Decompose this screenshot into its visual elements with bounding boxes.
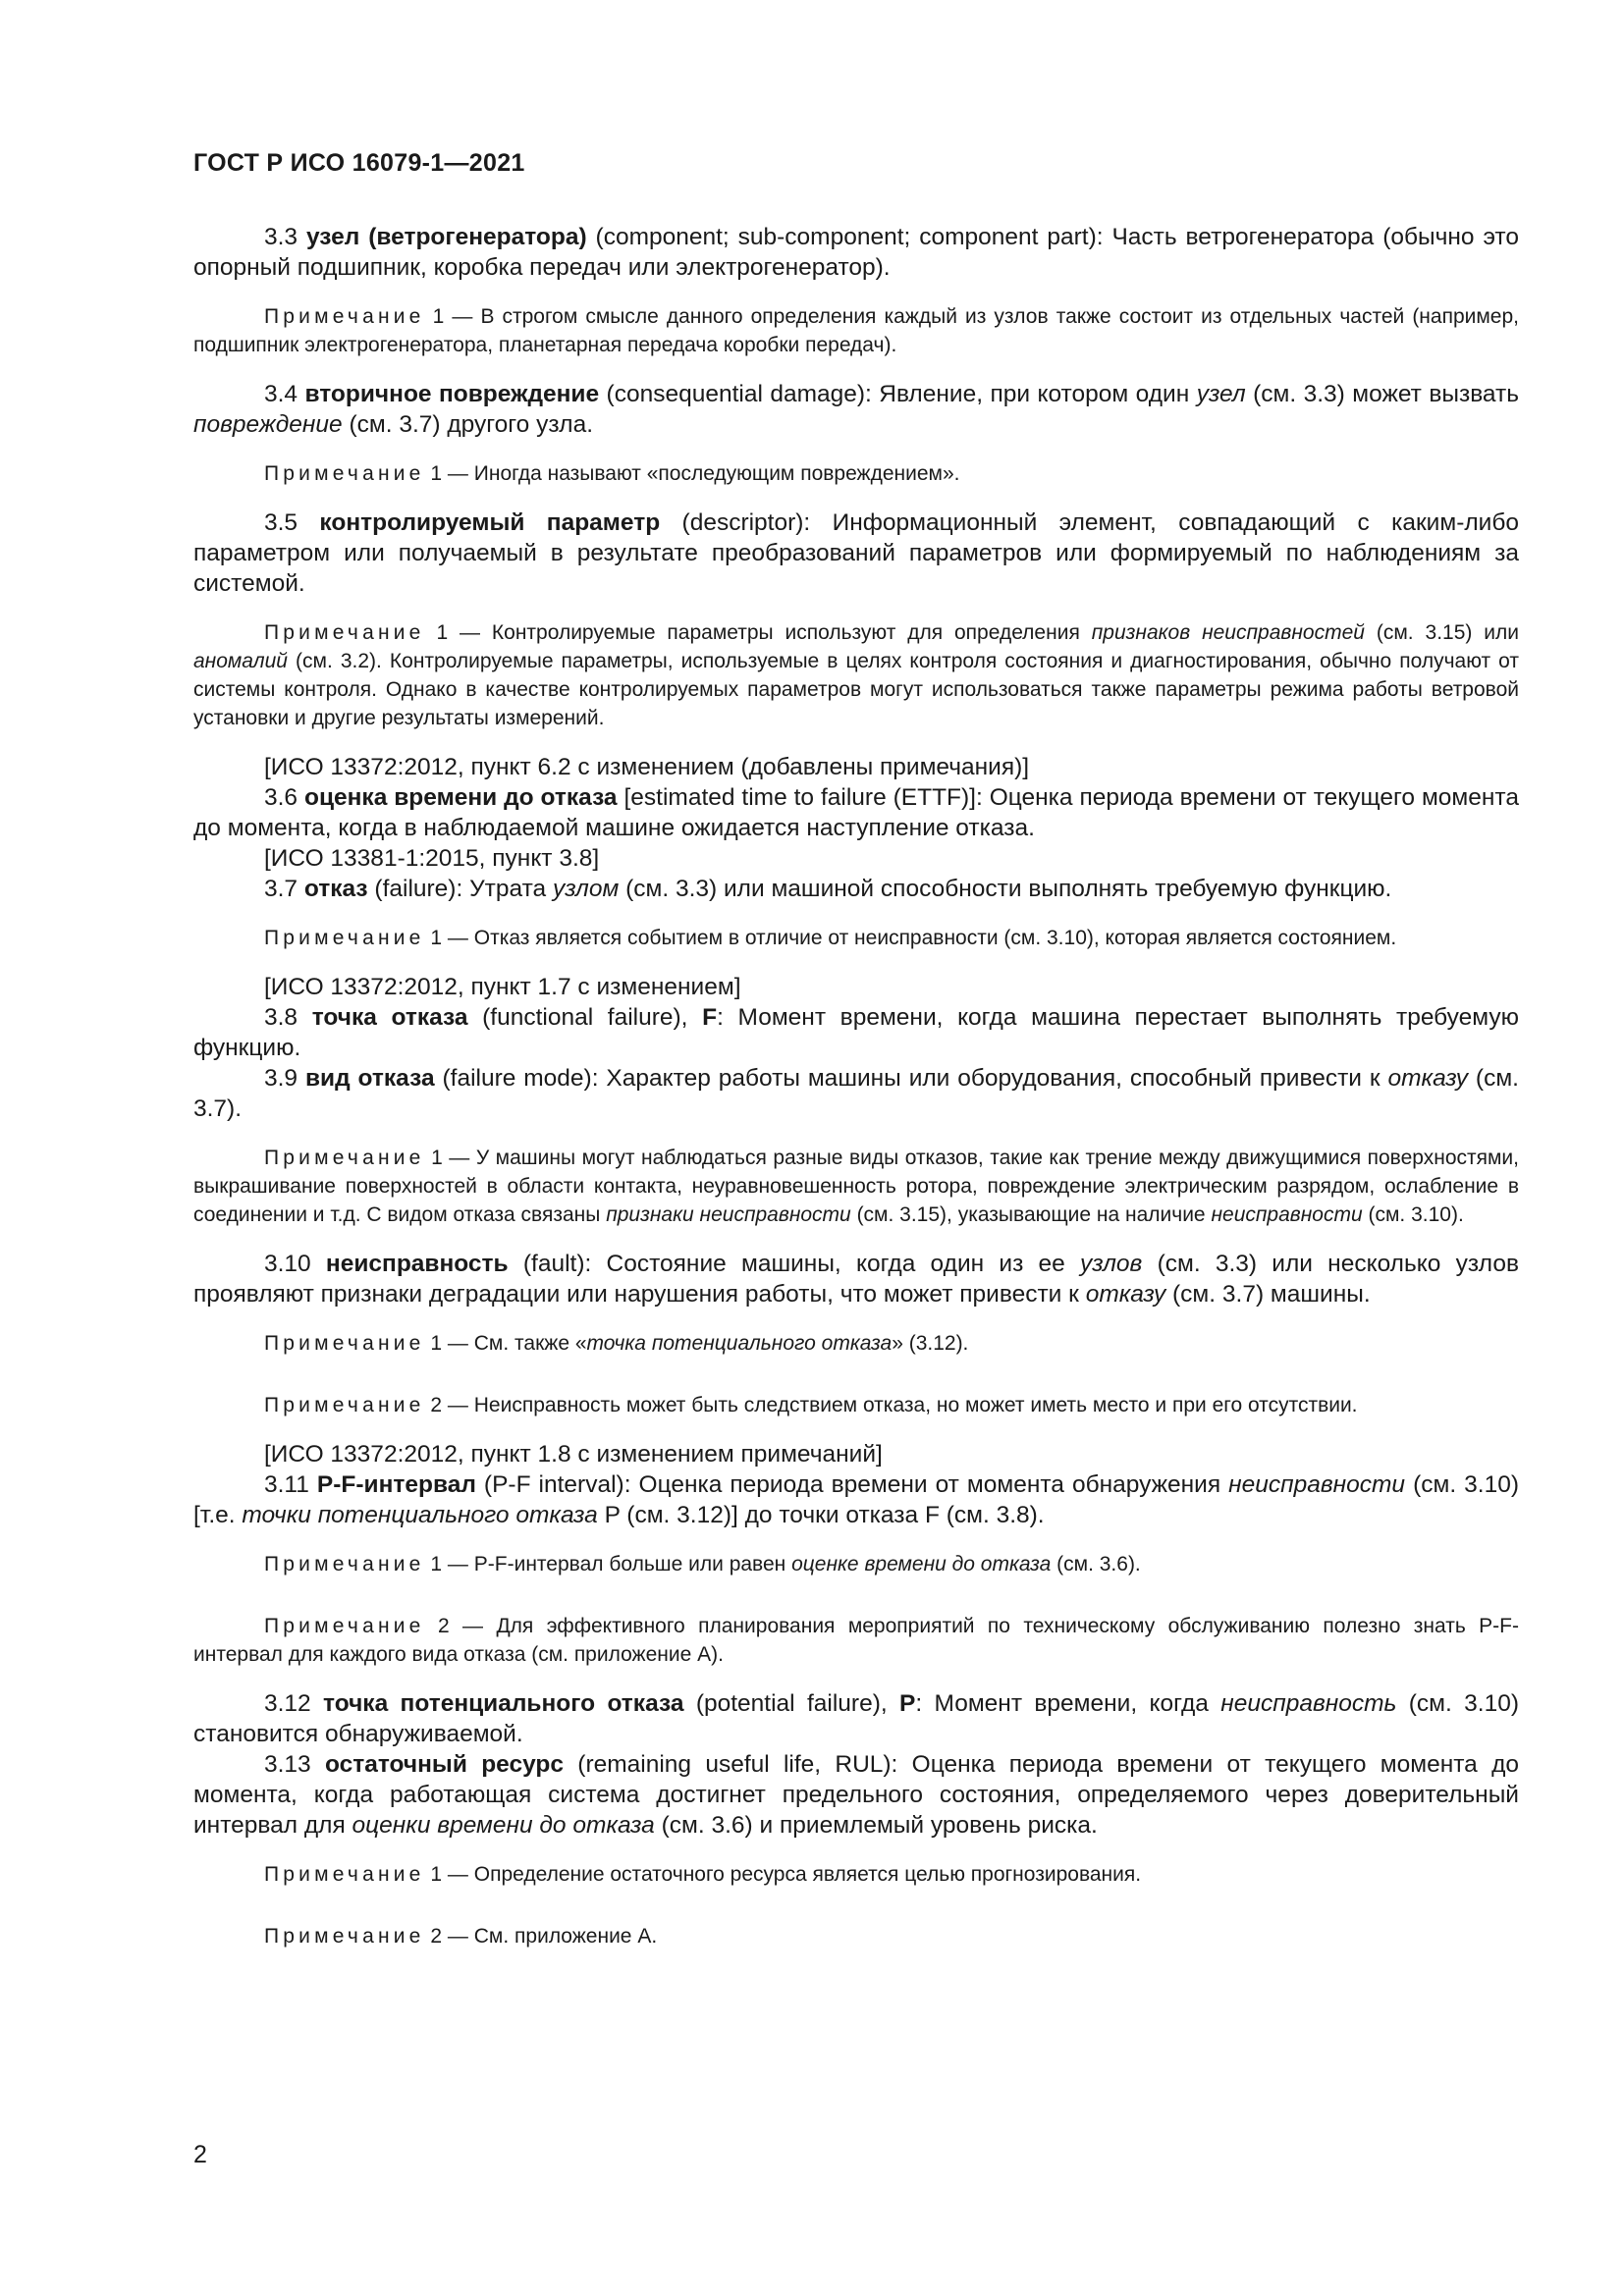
term-3-5: 3.5 контролируемый параметр (descriptor): Информационный элемент, совпадающий с каким-либо параметром или получаемый в результате преобразований параметров или формируемый по наблюдениям за системой. xyxy=(193,509,1519,597)
term-title: контролируемый параметр xyxy=(319,509,661,536)
term-3-8: 3.8 точка отказа (functional failure), F: Момент времени, когда машина перестает выполнять требуемую функцию. xyxy=(193,1004,1520,1061)
term-title: точка отказа xyxy=(311,1004,468,1031)
document-header: ГОСТ Р ИСО 16079-1—2021 xyxy=(193,149,525,177)
term-title: точка потенциального отказа xyxy=(323,1690,684,1717)
note-3-11-2: Примечание 2 — Для эффективного планирования мероприятий по техническому обслуживанию полезно знать P-F-интервал для каждого вида отказа (см. приложение А). xyxy=(193,1615,1519,1666)
term-3-4: 3.4 вторичное повреждение (consequential damage): Явление, при котором один узел (см. 3.3) может вызвать повреждение (см. 3.7) другого узла. xyxy=(193,381,1520,438)
term-3-10: 3.10 неисправность (fault): Состояние машины, когда один из ее узлов (см. 3.3) или несколько узлов проявляют признаки деградации или нарушения работы, что может привести к отказу (см. 3.7) машины. xyxy=(193,1251,1519,1308)
source-ref: [ИСО 13381-1:2015, пункт 3.8] xyxy=(264,845,600,872)
term-title: вид отказа xyxy=(304,1065,435,1092)
note-3-10-1: Примечание 1 — См. также «точка потенциального отказа» (3.12). xyxy=(264,1332,969,1355)
term-title: остаточный ресурс xyxy=(324,1751,564,1778)
term-3-6: 3.6 оценка времени до отказа [estimated time to failure (ETTF)]: Оценка периода времени от текущего момента до момента, когда в наблюдаемой машине ожидается наступление отказа. xyxy=(193,784,1519,841)
note-3-9-1: Примечание 1 — У машины могут наблюдаться разные виды отказов, такие как трение между движущимися поверхностями, выкрашивание поверхностей в области контакта, неуравновешенность ротора, повреждение электрическим разрядом, ослабление в соединении и т.д. С видом отказа связаны признаки неисправности (см. 3.15), указывающие на наличие неисправности (см. 3.10). xyxy=(193,1147,1519,1226)
source-ref: [ИСО 13372:2012, пункт 1.7 с изменением] xyxy=(264,974,741,1000)
source-ref: [ИСО 13372:2012, пункт 1.8 с изменением примечаний] xyxy=(264,1441,883,1468)
note-3-13-2: Примечание 2 — См. приложение А. xyxy=(264,1925,658,1948)
note-3-3-1: Примечание 1 — В строгом смысле данного определения каждый из узлов также состоит из отдельных частей (например, подшипник электрогенератора, планетарная передача коробки передач). xyxy=(193,305,1519,356)
source-ref: [ИСО 13372:2012, пункт 6.2 с изменением (добавлены примечания)] xyxy=(264,754,1030,780)
term-3-3: 3.3 узел (ветрогенератора) (component; sub-component; component part): Часть ветрогенератора (обычно это опорный подшипник, коробка передач или электрогенератор). xyxy=(193,224,1520,281)
note-3-13-1: Примечание 1 — Определение остаточного ресурса является целью прогнозирования. xyxy=(264,1863,1142,1886)
term-title: неисправность xyxy=(325,1251,509,1277)
term-title: узел (ветрогенератора) xyxy=(305,224,587,250)
term-title: P-F-интервал xyxy=(316,1471,476,1498)
term-title: вторичное повреждение xyxy=(304,381,600,407)
term-title: отказ xyxy=(303,876,368,902)
note-3-11-1: Примечание 1 — P-F-интервал больше или равен оценке времени до отказа (см. 3.6). xyxy=(264,1553,1141,1575)
page-number: 2 xyxy=(193,2141,207,2168)
term-3-13: 3.13 остаточный ресурс (remaining useful life, RUL): Оценка периода времени от текущего момента до момента, когда работающая система достигнет предельного состояния, определяемого через доверительный интервал для оценки времени до отказа (см. 3.6) и приемлемый уровень риска. xyxy=(193,1751,1520,1839)
document-body xyxy=(193,222,1519,1970)
term-title: оценка времени до отказа xyxy=(303,784,618,811)
term-3-11: 3.11 P-F-интервал (P-F interval): Оценка периода времени от момента обнаружения неисправности (см. 3.10) [т.е. точки потенциального отказа P (см. 3.12)] до точки отказа F (см. 3.8). xyxy=(193,1471,1519,1528)
term-3-9: 3.9 вид отказа (failure mode): Характер работы машины или оборудования, способный привести к отказу (см. 3.7). xyxy=(193,1065,1519,1122)
term-3-12: 3.12 точка потенциального отказа (potential failure), P: Момент времени, когда неисправность (см. 3.10) становится обнаруживаемой. xyxy=(193,1690,1520,1747)
note-3-4-1: Примечание 1 — Иногда называют «последующим повреждением». xyxy=(264,462,960,485)
note-3-5-1: Примечание 1 — Контролируемые параметры используют для определения признаков неисправностей (см. 3.15) или аномалий (см. 3.2). Контролируемые параметры, используемые в целях контроля состояния и диагностирования, обычно получают от системы контроля. Однако в качестве контролируемых параметров могут использоваться также параметры режима работы ветровой установки и другие результаты измерений. xyxy=(193,621,1519,729)
term-3-7: 3.7 отказ (failure): Утрата узлом (см. 3.3) или машиной способности выполнять требуемую функцию. xyxy=(264,876,1392,902)
note-3-7-1: Примечание 1 — Отказ является событием в отличие от неисправности (см. 3.10), которая является состоянием. xyxy=(264,927,1397,949)
note-3-10-2: Примечание 2 — Неисправность может быть следствием отказа, но может иметь место и при его отсутствии. xyxy=(264,1394,1358,1416)
